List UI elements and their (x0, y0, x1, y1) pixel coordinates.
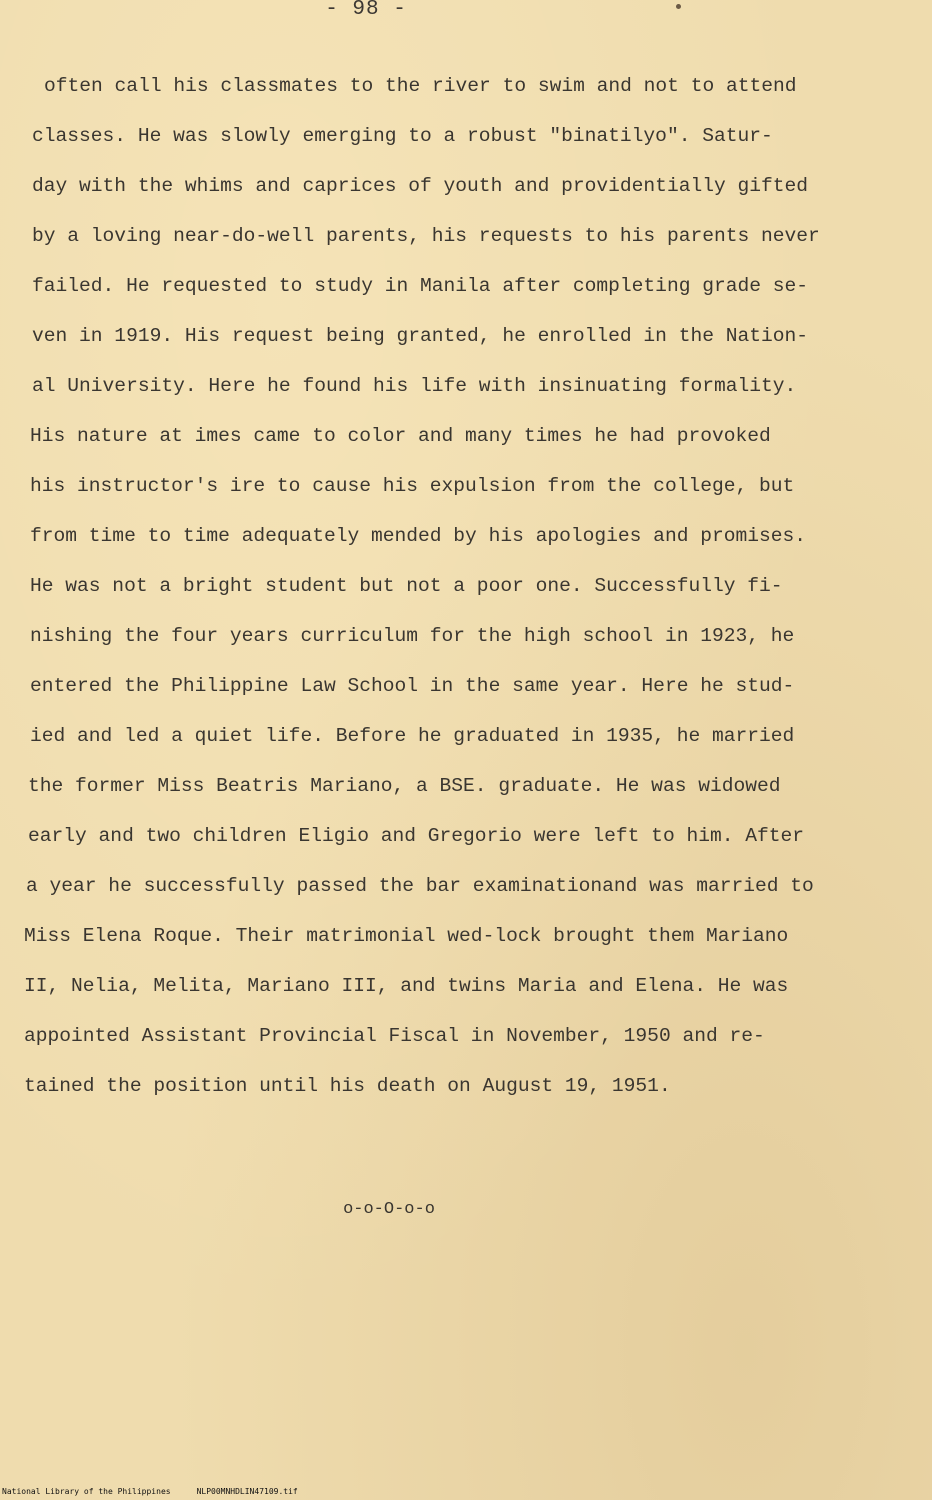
text-line: ied and led a quiet life. Before he graduated in 1935, he married (30, 725, 795, 747)
ink-speck (676, 4, 681, 9)
text-line: early and two children Eligio and Gregorio were left to him. After (28, 825, 805, 847)
text-line: nishing the four years curriculum for the high school in 1923, he (30, 625, 795, 647)
text-line: a year he successfully passed the bar examinationand was married to (26, 875, 814, 897)
text-line: the former Miss Beatris Mariano, a BSE. graduate. He was widowed (28, 775, 781, 797)
footer-filename: NLP00MNHDLIN47109.tif (196, 1487, 298, 1496)
text-line: from time to time adequately mended by his apologies and promises. (30, 525, 807, 547)
footer-institution: National Library of the Philippines (2, 1487, 171, 1496)
text-line: ven in 1919. His request being granted, he enrolled in the Nation- (32, 325, 809, 347)
section-ornament: o-o-O-o-o (343, 1200, 435, 1219)
page-number: - 98 - (325, 0, 407, 21)
text-line: tained the position until his death on August 19, 1951. (24, 1075, 671, 1097)
text-line: failed. He requested to study in Manila after completing grade se- (32, 275, 809, 297)
text-line: He was not a bright student but not a poor one. Successfully fi- (30, 575, 783, 597)
text-line: His nature at imes came to color and many times he had provoked (30, 425, 771, 447)
text-line: appointed Assistant Provincial Fiscal in November, 1950 and re- (24, 1025, 765, 1047)
text-line: day with the whims and caprices of youth and providentially gifted (32, 175, 809, 197)
text-line: by a loving near-do-well parents, his requests to his parents never (32, 225, 820, 247)
text-line: often call his classmates to the river to swim and not to attend (44, 75, 797, 97)
text-line: his instructor's ire to cause his expulsion from the college, but (30, 475, 795, 497)
text-line: entered the Philippine Law School in the same year. Here he stud- (30, 675, 795, 697)
text-line: classes. He was slowly emerging to a robust "binatilyo". Satur- (32, 125, 773, 147)
text-line: al University. Here he found his life with insinuating formality. (32, 375, 797, 397)
text-line: Miss Elena Roque. Their matrimonial wed-lock brought them Mariano (24, 925, 789, 947)
scan-footer (2, 1487, 298, 1497)
text-line: II, Nelia, Melita, Mariano III, and twins Maria and Elena. He was (24, 975, 789, 997)
